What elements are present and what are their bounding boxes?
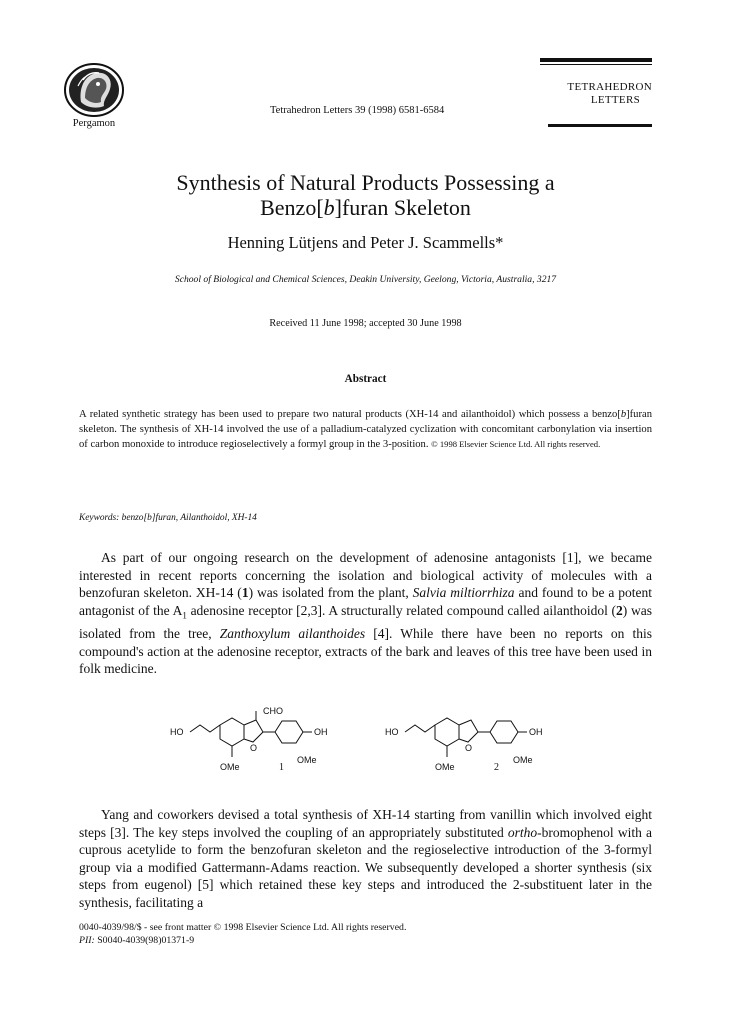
journal-reference: Tetrahedron Letters 39 (1998) 6581-6584 [270,105,445,116]
body-paragraph-1: As part of our ongoing research on the development of adenosine antagonists [1], we became interested in recent reports concerning the isolation and biological activity of molecules with a benzofuran skeleton. XH-14 (1) was isolated from the plant, Salvia miltiorrhiza and found to be a potent antagonist of the $A_1$ adenosine receptor [2,3]. A structurally related compound called ailanthoidol (2) was isolated from the tree, Zanthoxylum ailanthoides [4]. While there have been no reports on this compound's action at the adenosine receptor, extracts of the bark and leaves of this tree have been used in folk medicine. [79,550,653,677]
c1-ome: OMe [220,762,240,772]
compound-2-label: 2 [494,762,499,773]
footer [79,921,406,947]
abstract-copyright: © 1998 Elsevier Science Ltd. All rights reserved. [431,439,601,450]
c2-ho: HO [385,727,399,737]
footer-copyright: 0040-4039/98/$ - see front matter © 1998 Elsevier Science Ltd. All rights reserved. [79,922,407,933]
header-rule-thick [540,58,652,62]
c1-ring-o: O [250,743,258,753]
title-line-2: Benzo[b]furan Skeleton [260,195,471,220]
c2-oh: OH [529,727,543,737]
footer-pii: PII: S0040-4039(98)01371-9 [79,935,195,946]
affiliation: School of Biological and Chemical Sciences, Deakin University, Geelong, Victoria, Australia, 3217 [174,274,557,285]
received-dates: Received 11 June 1998; accepted 30 June 1998 [269,318,462,329]
authors: Henning Lütjens and Peter J. Scammells* [227,233,504,252]
compound-1-label: 1 [279,762,284,773]
c1-oh: OH [314,727,328,737]
c1-ho: HO [170,727,184,737]
abstract-text: A related synthetic strategy has been used to prepare two natural products (XH-14 and ailanthoidol) which possess a benzo[b]furan skeleton. The synthesis of XH-14 involved the use of a palladium-catalyzed cyclization with concomitant carbonylation via insertion of carbon monoxide to introduce regioselectively a formyl group in the 3-position. © 1998 Elsevier Science Ltd. All rights reserved. [79,409,652,451]
brand-line-2: LETTERS [590,94,640,106]
journal-brand [540,58,652,107]
keywords: Keywords: benzo[b]furan, Ailanthoidol, XH-14 [79,513,257,523]
header-rule-thin [540,64,652,65]
brand-rule-bottom [548,124,652,127]
c1-ome-2: OMe [297,755,317,765]
brand-line-1: TETRAHEDRON [567,81,652,93]
c2-ring-o: O [465,743,473,753]
c2-ome-2: OMe [513,755,533,765]
body-paragraph-2: Yang and coworkers devised a total synthesis of XH-14 starting from vanillin which involved eight steps [3]. The key steps involved the coupling of an appropriately substituted ortho-bromophenol with a cuprous acetylide to form the benzofuran skeleton and the regioselective introduction of the 3-formyl group via a modified Gattermann-Adams reaction. We subsequently developed a shorter synthesis (six steps from eugenol) [5] which retained these key steps and introduced the 2-substituent later in the synthesis, facilitating a [79,807,652,910]
chemical-structures [140,705,610,780]
publisher-name: Pergamon [72,118,116,129]
article-title [0,170,731,220]
title-line-1: Synthesis of Natural Products Possessing a [176,170,555,195]
c2-ome: OMe [435,762,455,772]
pergamon-logo [63,62,125,118]
c1-cho: CHO [263,706,283,716]
abstract-heading: Abstract [344,373,387,385]
